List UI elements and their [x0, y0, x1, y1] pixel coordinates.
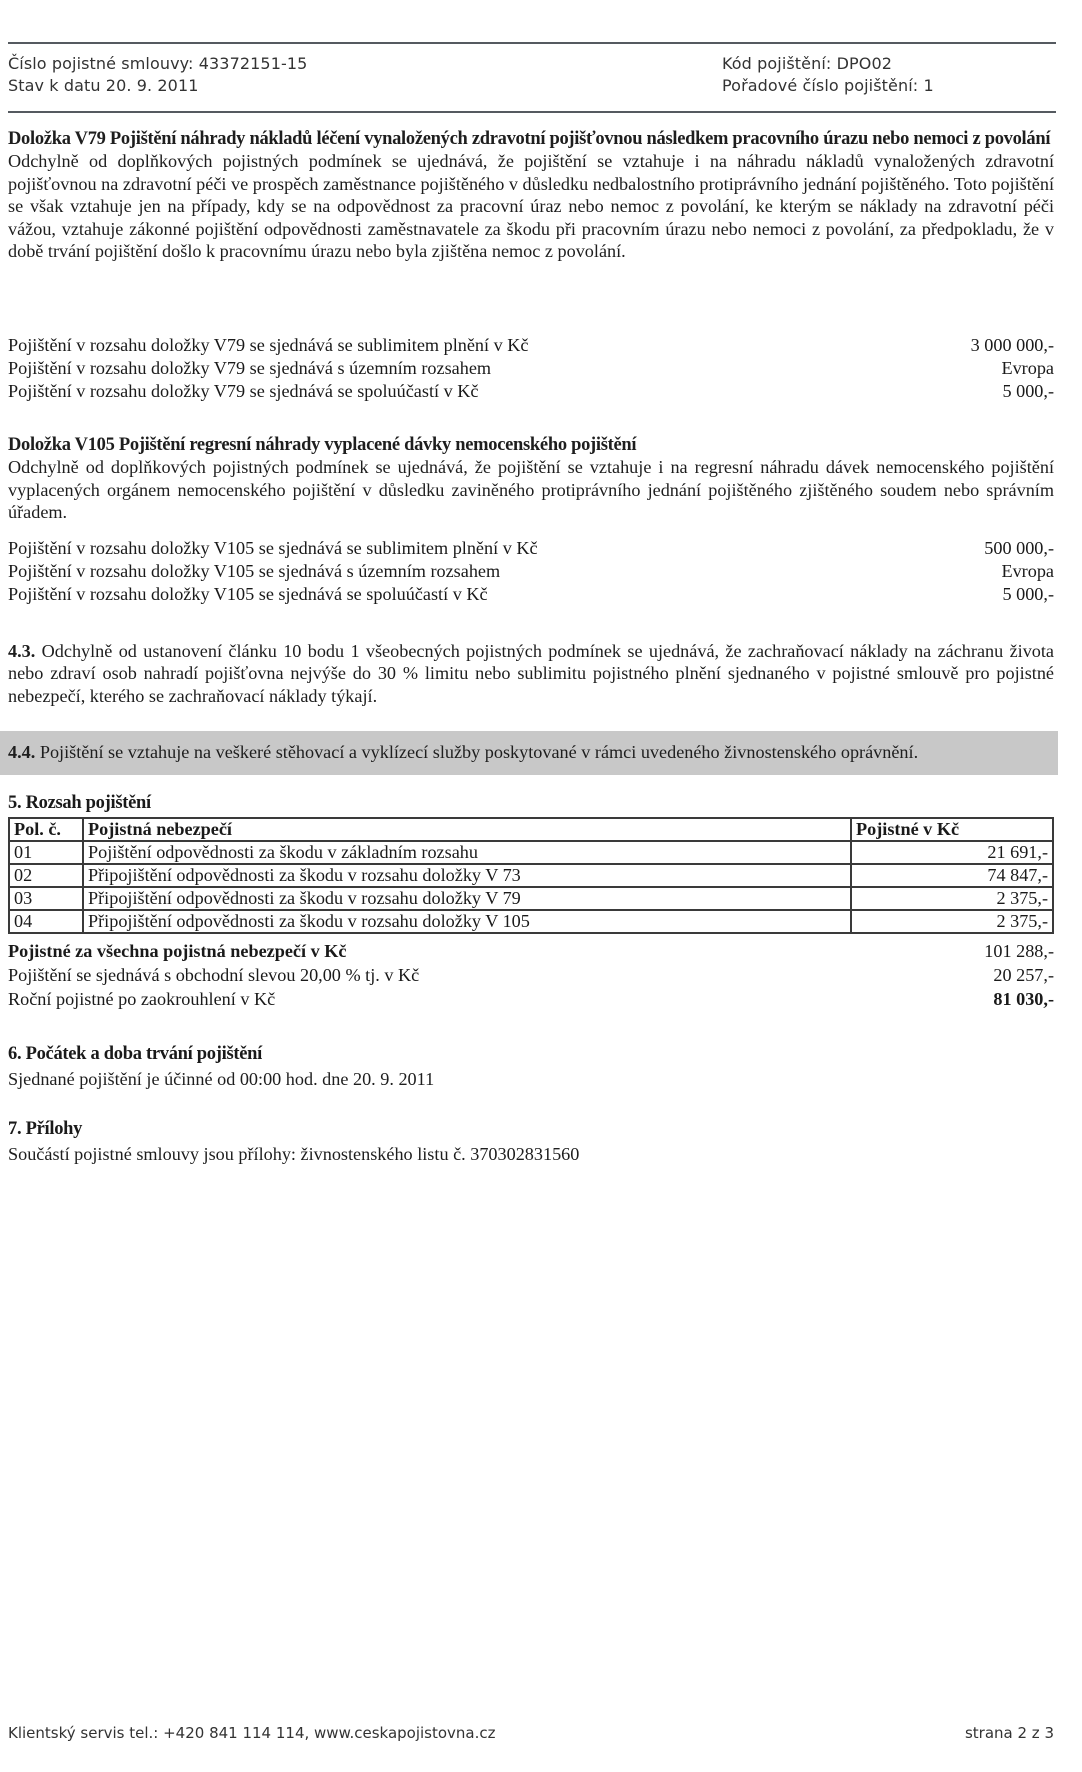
annual-premium-row [8, 988, 1054, 1011]
cell-pol: 04 [9, 910, 83, 933]
sequence-number: Pořadové číslo pojištění: 1 [722, 76, 934, 95]
cell-premium: 74 847,- [851, 864, 1053, 887]
cell-risk: Připojištění odpovědnosti za škodu v rozsahu doložky V 105 [83, 910, 851, 933]
discount-value: 20 257,- [993, 965, 1054, 985]
v105-row-deductible [8, 583, 1054, 606]
cell-pol: 01 [9, 841, 83, 864]
section-7-title: 7. Přílohy [8, 1119, 83, 1139]
clause-v105 [8, 434, 1054, 524]
row-label: Pojištění v rozsahu doložky V105 se sjednává se sublimitem plnění v Kč [8, 538, 538, 558]
cell-risk: Připojištění odpovědnosti za škodu v rozsahu doložky V 73 [83, 864, 851, 887]
cell-pol: 02 [9, 864, 83, 887]
cell-premium: 2 375,- [851, 910, 1053, 933]
v105-row-territory [8, 560, 1054, 583]
cell-risk: Připojištění odpovědnosti za škodu v rozsahu doložky V 79 [83, 887, 851, 910]
section-4-3 [8, 640, 1054, 707]
footer-contact: Klientský servis tel.: +420 841 114 114, www.ceskapojistovna.cz [8, 1724, 496, 1742]
v105-row-sublimit [8, 537, 1054, 560]
header-top-rule [8, 42, 1056, 44]
row-value: 500 000,- [984, 538, 1054, 558]
header-bottom-rule [8, 111, 1056, 113]
clause-v79 [8, 128, 1054, 262]
row-label: Pojištění v rozsahu doložky V105 se sjednává se spoluúčastí v Kč [8, 584, 488, 604]
discount-row [8, 964, 1054, 987]
row-value: 5 000,- [1002, 381, 1054, 401]
column-header-premium: Pojistné v Kč [851, 818, 1053, 841]
v79-row-territory [8, 357, 1054, 380]
table-row [9, 910, 1053, 933]
cell-risk: Pojištění odpovědnosti za škodu v základním rozsahu [83, 841, 851, 864]
row-label: Pojištění v rozsahu doložky V79 se sjednává se spoluúčastí v Kč [8, 381, 479, 401]
section-4-4-number: 4.4. [8, 742, 36, 762]
section-6-title: 6. Počátek a doba trvání pojištění [8, 1044, 262, 1064]
row-value: Evropa [1001, 358, 1054, 378]
section-4-3-number: 4.3. [8, 641, 36, 661]
row-value: 3 000 000,- [970, 335, 1054, 355]
clause-v79-text: Odchylně od doplňkových pojistných podmínek se ujednává, že pojištění se vztahuje i na náhradu nákladů vynaložených zdravotní pojišťovnou na zdravotní péči ve prospěch zaměstnance pojištěného v důsledku nedbalostního protiprávního jednání pojištěného. Toto pojištění se však vztahuje jen na případy, kdy se na odpovědnost za pracovní úraz nebo nemoc z povolání, ke kterým se náklady na zdravotní péči vážou, vztahuje zákonné pojištění odpovědnosti zaměstnavatele za škodu při pracovním úrazu nebo nemoci z povolání, za předpokladu, že v době trvání pojištění došlo k pracovnímu úrazu nebo byla zjištěna nemoc z povolání. [8, 151, 1054, 262]
section-4-4 [8, 741, 1054, 763]
cell-premium: 2 375,- [851, 887, 1053, 910]
footer-page-number: strana 2 z 3 [964, 1724, 1054, 1742]
column-header-pol: Pol. č. [9, 818, 83, 841]
discount-label: Pojištění se sjednává s obchodní slevou 20,00 % tj. v Kč [8, 965, 420, 985]
cell-premium: 21 691,- [851, 841, 1053, 864]
table-header-row [9, 818, 1053, 841]
insurance-code: Kód pojištění: DPO02 [722, 54, 892, 73]
coverage-table [8, 817, 1054, 934]
clause-v105-text: Odchylně od doplňkových pojistných podmínek se ujednává, že pojištění se vztahuje i na regresní náhradu dávek nemocenského pojištění vyplacených orgánem nemocenského pojištění v důsledku zaviněného protiprávního jednání pojištěného zjištěného soudem nebo správním úřadem. [8, 457, 1054, 523]
row-label: Pojištění v rozsahu doložky V105 se sjednává s územním rozsahem [8, 561, 501, 581]
clause-v79-title: Doložka V79 Pojištění náhrady nákladů léčení vynaložených zdravotní pojišťovnou následkem pracovního úrazu nebo nemoci z povolání [8, 129, 1051, 149]
row-label: Pojištění v rozsahu doložky V79 se sjednává s územním rozsahem [8, 358, 492, 378]
section-6-text: Sjednané pojištění je účinné od 00:00 hod. dne 20. 9. 2011 [8, 1069, 435, 1089]
total-premium-label: Pojistné za všechna pojistná nebezpečí v Kč [8, 941, 347, 961]
section-4-4-text: Pojištění se vztahuje na veškeré stěhovací a vyklízecí služby poskytované v rámci uvedeného živnostenského oprávnění. [39, 742, 919, 762]
section-4-3-text: Odchylně od ustanovení článku 10 bodu 1 všeobecných pojistných podmínek se ujednává, že zachraňovací náklady na záchranu života nebo zdraví osob nahradí pojišťovna nejvýše do 30 % limitu nebo sublimitu pojistného plnění sjednaného v pojistné smlouvě pro pojistné nebezpečí, kterého se zachraňovací náklady týkají. [8, 641, 1055, 706]
annual-premium-label: Roční pojistné po zaokrouhlení v Kč [8, 989, 276, 1009]
table-row [9, 864, 1053, 887]
section-5-title: 5. Rozsah pojištění [8, 793, 151, 813]
row-label: Pojištění v rozsahu doložky V79 se sjednává se sublimitem plnění v Kč [8, 335, 529, 355]
table-row [9, 841, 1053, 864]
annual-premium-value: 81 030,- [993, 989, 1054, 1009]
status-date: Stav k datu 20. 9. 2011 [8, 76, 199, 95]
total-premium-row [8, 940, 1054, 963]
row-value: Evropa [1001, 561, 1054, 581]
v79-row-sublimit [8, 334, 1054, 357]
table-row [9, 887, 1053, 910]
section-7-text: Součástí pojistné smlouvy jsou přílohy: živnostenského listu č. 370302831560 [8, 1144, 580, 1164]
v79-row-deductible [8, 380, 1054, 403]
contract-number: Číslo pojistné smlouvy: 43372151-15 [8, 54, 308, 73]
row-value: 5 000,- [1002, 584, 1054, 604]
total-premium-value: 101 288,- [984, 941, 1054, 961]
cell-pol: 03 [9, 887, 83, 910]
clause-v105-title: Doložka V105 Pojištění regresní náhrady vyplacené dávky nemocenského pojištění [8, 435, 637, 455]
column-header-risk: Pojistná nebezpečí [83, 818, 851, 841]
